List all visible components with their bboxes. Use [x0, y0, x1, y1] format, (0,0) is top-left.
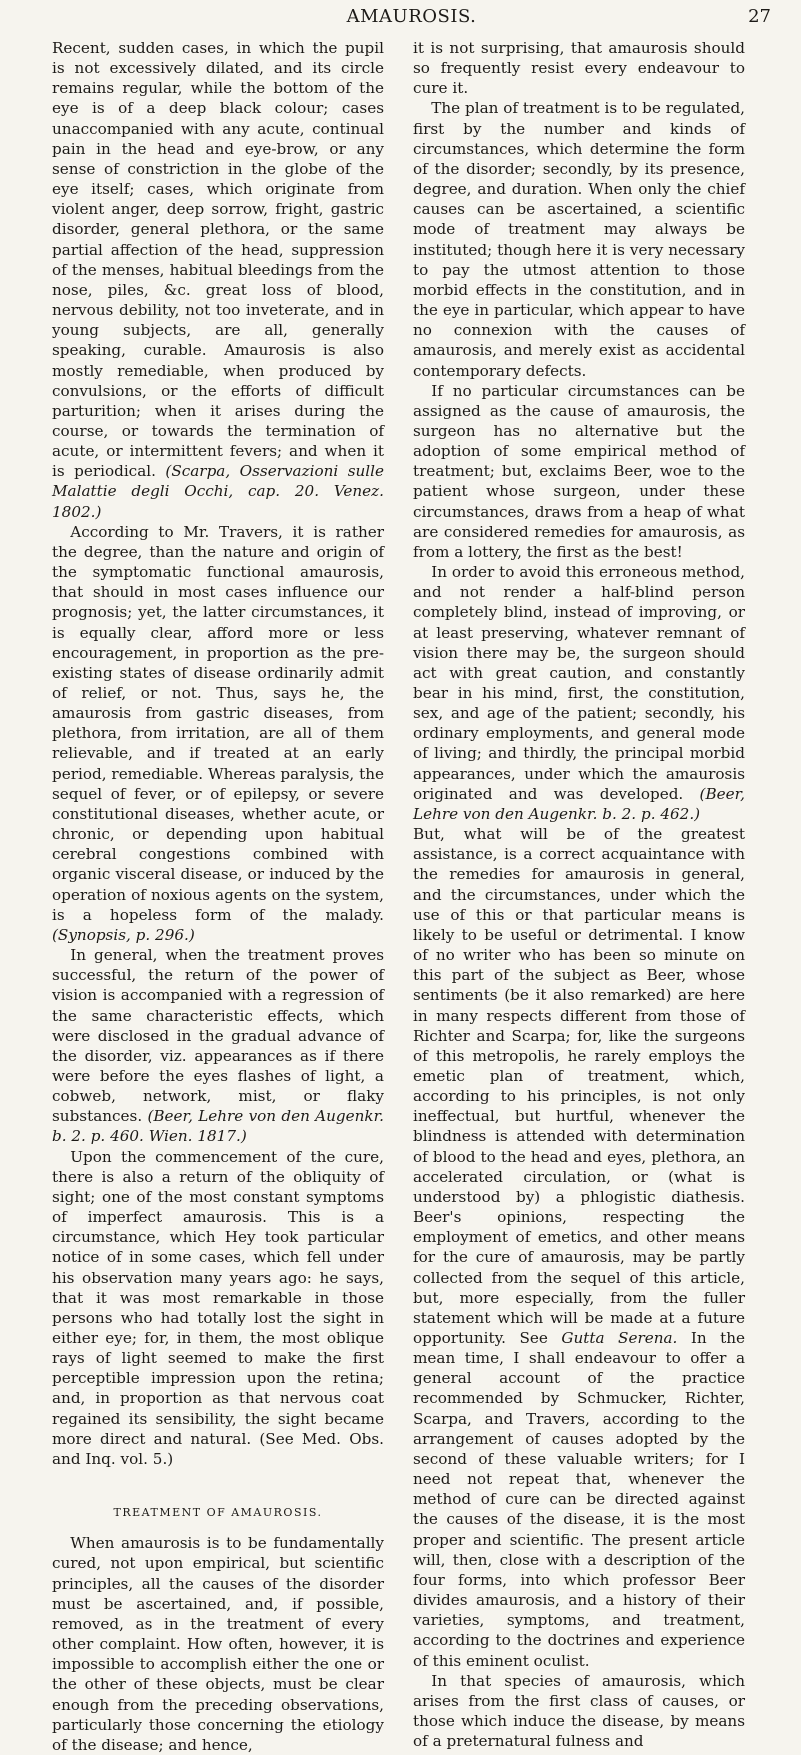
paragraph [413, 381, 745, 562]
paragraph-text: In that species of amaurosis, which arises from the first class of causes, or those which induce the disease, by means of a preternatural fulness and [413, 1671, 745, 1751]
paragraph [52, 38, 384, 522]
paragraph-text: In order to avoid this erroneous method, and not render a half-blind person completely blind, instead of improving, or at least preserving, whatever remnant of vision there may be, the surgeon should act with great caution, and constantly bear in his mind, first, the constitution, sex, and age of the patient; secondly, his ordinary employments, and general mode of living; and thirdly, the principal morbid appearances, under which the amaurosis originated and was developed. [413, 563, 745, 803]
paragraph [413, 1671, 745, 1752]
paragraph [413, 824, 745, 1671]
citation: (Scarpa, Osservazioni sulle Malattie degli Occhi, cap. 20. Venez. 1802.) [52, 462, 384, 521]
citation: (Beer, Lehre von den Augenkr. b. 2. p. 462.) [413, 784, 746, 823]
citation: (Beer, Lehre von den Augenkr. b. 2. p. 460. Wien. 1817.) [52, 1107, 384, 1146]
paragraph-text: Upon the commencement of the cure, there is also a return of the obliquity of sight; one of the most constant symptoms of imperfect amaurosis. This is a circumstance, which Hey took particular notice of in some cases, which fell under his observation many years ago: he says, that it was most remarkable in those persons who had totally lost the sight in either eye; for, in them, the most oblique rays of light seemed to make the first perceptible impression upon the retina; and, in proportion as that nervous coat regained its sensibility, the sight became more direct and natural. [52, 1147, 384, 1448]
running-title: AMAUROSIS. [346, 6, 477, 27]
paragraph-text: But, what will be of the greatest assistance, is a correct acquaintance with the remedies for amaurosis in general, and the circumstances, under which the use of this or that particular means is likely to be useful or detrimental. I know of no writer who has been so minute on this part of the subject as Beer, whose sentiments (be it also remarked) are here in many respects different from those of Richter and Scarpa; for, like the surgeons of this metropolis, he rarely employs the emetic plan of treatment, which, according to his principles, is not only ineffectual, but hurtful, whenever the blindness is attended with determination of blood to the head and eyes, plethora, an accelerated circulation, or (what is understood by) a phlogistic diathesis. Beer's opinions, respecting the employment of emetics, and other means for the cure of amaurosis, may be partly collected from the sequel of this article, but, more especially, from the fuller statement which will be made at a future opportunity. See [413, 825, 745, 1347]
paragraph [413, 38, 745, 98]
paragraph-text: According to Mr. Travers, it is rather the degree, than the nature and origin of the symptomatic functional amaurosis, that should in most cases influence our prognosis; yet, the latter circumstances, it is equally clear, afford more or less encouragement, in proportion as the pre-existing states of disease ordinarily admit of relief, or not. Thus, says he, the amaurosis from gastric diseases, from plethora, from irritation, are all of them relievable, and if treated at an early period, remediable. Whereas paralysis, the sequel of fever, or of epilepsy, or severe constitutional diseases, whether acute, or chronic, or depending upon habitual cerebral congestions combined with organic visceral disease, or induced by the operation of noxious agents on the system, is a hopeless form of the malady. [52, 522, 384, 924]
left-column [52, 38, 384, 1755]
paragraph [52, 522, 384, 945]
paragraph-text: Recent, sudden cases, in which the pupil is not excessively dilated, and its circle remains regular, while the bottom of the eye is of a deep black colour; cases unaccompanied with any acute, continual pain in the head and eye-brow, or any sense of constriction in the globe of the eye itself; cases, which originate from violent anger, deep sorrow, fright, gastric disorder, general plethora, or the same partial affection of the head, suppression of the menses, habitual bleedings from the nose, piles, &c. great loss of blood, nervous debility, not too inveterate, and in young subjects, are all, generally speaking, curable. Amaurosis is also mostly remediable, when produced by convulsions, or the efforts of difficult parturition; when it arises during the course, or towards the termination of acute, or intermittent fevers; and when it is periodical. [52, 39, 384, 481]
right-column [413, 38, 745, 1751]
paragraph-text: When amaurosis is to be fundamentally cured, not upon empirical, but scientific principles, all the causes of the disorder must be ascertained, and, if possible, removed, as in the treatment of every other complaint. How often, however, it is impossible to accomplish either the one or the other of these objects, must be clear enough from the preceding observations, particularly those concerning the etiology of the disease; and hence, [52, 1534, 384, 1754]
page-header [52, 6, 771, 32]
section-heading: TREATMENT OF AMAUROSIS. [113, 1506, 323, 1520]
paragraph-text: The plan of treatment is to be regulated, first by the number and kinds of circumstances, which determine the form of the disorder; secondly, by its presence, degree, and duration. When only the chief causes can be ascertained, a scientific mode of treatment may always be instituted; though here it is very necessary to pay the utmost attention to those morbid effects in the constitution, and in the eye in particular, which appear to have no connexion with the causes of amaurosis, and merely exist as accidental contemporary defects. [413, 99, 745, 380]
paragraph [52, 1147, 384, 1470]
paragraph [52, 945, 384, 1147]
citation: Gutta Serena. [561, 1329, 678, 1347]
paragraph-text: In general, when the treatment proves successful, the return of the power of vision is accompanied with a regression of the same characteristic effects, which were disclosed in the gradual advance of the disorder, viz. appearances as if there were before the eyes flashes of light, a cobweb, network, mist, or flaky substances. [52, 946, 384, 1126]
paragraph-text: In the mean time, I shall endeavour to offer a general account of the practice recommended by Schmucker, Richter, Scarpa, and Travers, according to the arrangement of causes adopted by the second of these valuable writers; for I need not repeat that, whenever the method of cure can be directed against the causes of the disease, it is the most proper and scientific. The present article will, then, close with a description of the four forms, into which professor Beer divides amaurosis, and a history of their varieties, symptoms, and treatment, according to the doctrines and experience of this eminent oculist. [413, 1329, 746, 1670]
paragraph-text: If no particular circumstances can be assigned as the cause of amaurosis, the surgeon has no alternative but the adoption of some empirical method of treatment; but, exclaims Beer, woe to the patient whose surgeon, under these circumstances, draws from a heap of what are considered remedies for amaurosis, as from a lottery, the first as the best! [413, 381, 745, 561]
page-number: 27 [748, 6, 771, 27]
citation: (See Med. Obs. and Inq. vol. 5.) [52, 1429, 384, 1468]
paragraph [413, 98, 745, 380]
paragraph [413, 562, 745, 824]
citation: (Synopsis, p. 296.) [52, 925, 195, 944]
paragraph-text: it is not surprising, that amaurosis should so frequently resist every endeavour to cure it. [413, 39, 745, 98]
paragraph [52, 1533, 384, 1755]
